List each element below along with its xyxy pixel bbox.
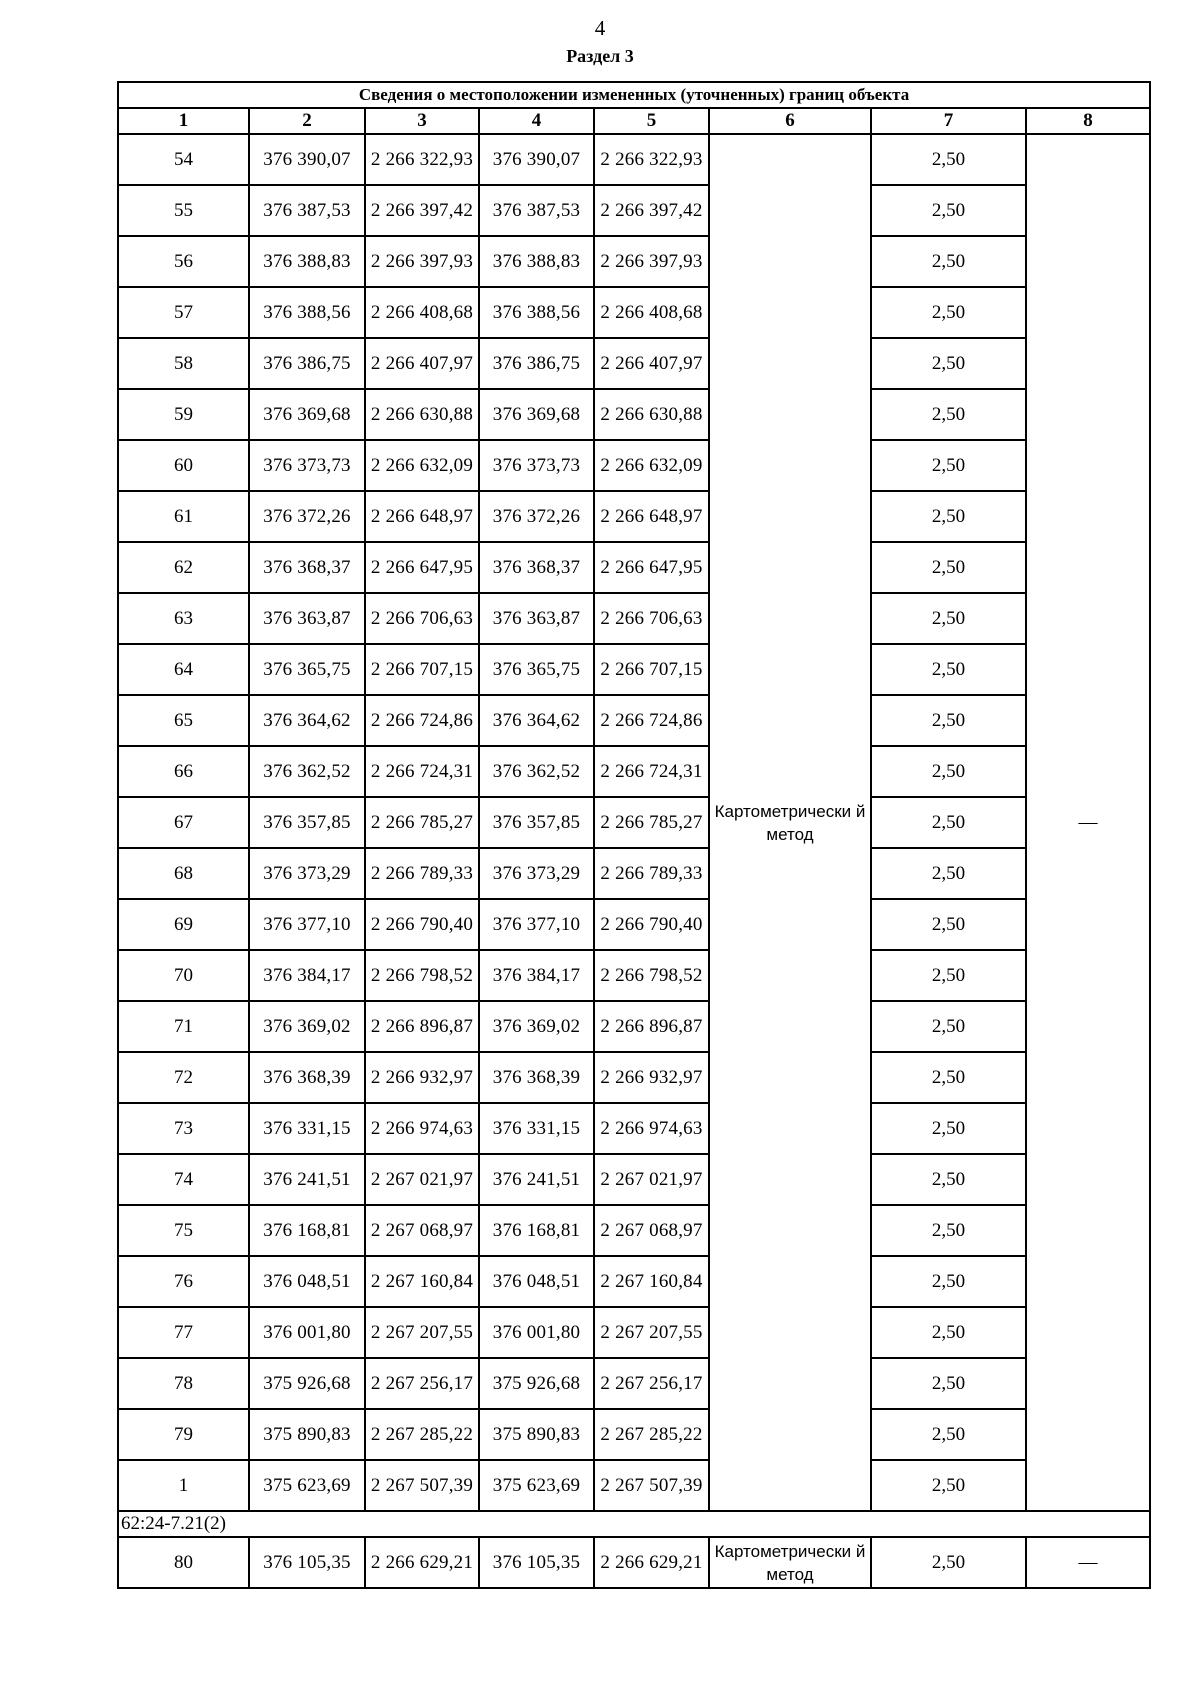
new-x: 376 369,02 (479, 1001, 594, 1052)
existing-x: 376 105,35 (249, 1537, 365, 1588)
existing-x: 376 388,83 (249, 236, 365, 287)
accuracy: 2,50 (871, 338, 1026, 389)
point-number: 71 (118, 1001, 249, 1052)
column-number-4: 4 (479, 108, 594, 134)
point-number: 63 (118, 593, 249, 644)
existing-y: 2 266 632,09 (365, 440, 479, 491)
table-row (118, 1001, 1150, 1052)
new-x: 376 390,07 (479, 134, 594, 185)
point-number: 61 (118, 491, 249, 542)
table-row (118, 848, 1150, 899)
point-number: 54 (118, 134, 249, 185)
point-number: 75 (118, 1205, 249, 1256)
new-y: 2 266 322,93 (594, 134, 709, 185)
group2-column-8: — (1026, 1537, 1150, 1588)
point-number: 58 (118, 338, 249, 389)
column-number-6: 6 (709, 108, 871, 134)
point-number: 69 (118, 899, 249, 950)
new-y: 2 267 021,97 (594, 1154, 709, 1205)
new-x: 376 001,80 (479, 1307, 594, 1358)
new-x: 375 623,69 (479, 1460, 594, 1511)
point-number: 74 (118, 1154, 249, 1205)
new-x: 376 373,73 (479, 440, 594, 491)
existing-y: 2 266 408,68 (365, 287, 479, 338)
new-x: 376 388,56 (479, 287, 594, 338)
new-x: 375 890,83 (479, 1409, 594, 1460)
point-number: 64 (118, 644, 249, 695)
new-y: 2 267 256,17 (594, 1358, 709, 1409)
new-y: 2 267 160,84 (594, 1256, 709, 1307)
point-number: 1 (118, 1460, 249, 1511)
point-number: 57 (118, 287, 249, 338)
table-row (118, 542, 1150, 593)
accuracy: 2,50 (871, 185, 1026, 236)
existing-x: 376 368,39 (249, 1052, 365, 1103)
table-row (118, 491, 1150, 542)
new-y: 2 266 408,68 (594, 287, 709, 338)
new-x: 376 372,26 (479, 491, 594, 542)
new-y: 2 266 896,87 (594, 1001, 709, 1052)
existing-x: 376 048,51 (249, 1256, 365, 1307)
table-row (118, 746, 1150, 797)
point-number: 66 (118, 746, 249, 797)
accuracy: 2,50 (871, 593, 1026, 644)
column-number-1: 1 (118, 108, 249, 134)
existing-y: 2 267 160,84 (365, 1256, 479, 1307)
existing-x: 376 373,73 (249, 440, 365, 491)
table-row (118, 1052, 1150, 1103)
existing-x: 376 357,85 (249, 797, 365, 848)
new-x: 376 168,81 (479, 1205, 594, 1256)
table-row (118, 338, 1150, 389)
table-row (118, 797, 1150, 848)
accuracy: 2,50 (871, 1103, 1026, 1154)
existing-y: 2 266 785,27 (365, 797, 479, 848)
point-number: 78 (118, 1358, 249, 1409)
table-caption: Сведения о местоположении измененных (уточненных) границ объекта (118, 82, 1150, 108)
new-y: 2 266 707,15 (594, 644, 709, 695)
new-y: 2 266 724,31 (594, 746, 709, 797)
existing-y: 2 266 630,88 (365, 389, 479, 440)
accuracy: 2,50 (871, 389, 1026, 440)
accuracy: 2,50 (871, 1154, 1026, 1205)
boundary-coordinates-table (117, 81, 1151, 1589)
existing-y: 2 266 322,93 (365, 134, 479, 185)
parcel-subheading: 62:24-7.21(2) (118, 1511, 1150, 1537)
accuracy: 2,50 (871, 1205, 1026, 1256)
new-y: 2 266 724,86 (594, 695, 709, 746)
new-x: 376 364,62 (479, 695, 594, 746)
new-y: 2 267 207,55 (594, 1307, 709, 1358)
existing-y: 2 267 207,55 (365, 1307, 479, 1358)
accuracy: 2,50 (871, 899, 1026, 950)
point-number: 56 (118, 236, 249, 287)
existing-x: 376 365,75 (249, 644, 365, 695)
accuracy: 2,50 (871, 746, 1026, 797)
accuracy: 2,50 (871, 1052, 1026, 1103)
existing-y: 2 267 256,17 (365, 1358, 479, 1409)
accuracy: 2,50 (871, 1358, 1026, 1409)
accuracy: 2,50 (871, 1001, 1026, 1052)
existing-y: 2 266 407,97 (365, 338, 479, 389)
accuracy: 2,50 (871, 848, 1026, 899)
new-x: 375 926,68 (479, 1358, 594, 1409)
new-y: 2 267 285,22 (594, 1409, 709, 1460)
table-row (118, 1409, 1150, 1460)
existing-x: 376 387,53 (249, 185, 365, 236)
new-x: 376 386,75 (479, 338, 594, 389)
existing-x: 376 168,81 (249, 1205, 365, 1256)
column-number-3: 3 (365, 108, 479, 134)
section-title: Раздел 3 (566, 46, 634, 66)
point-number: 59 (118, 389, 249, 440)
new-x: 376 387,53 (479, 185, 594, 236)
existing-y: 2 267 285,22 (365, 1409, 479, 1460)
point-number: 79 (118, 1409, 249, 1460)
point-number: 73 (118, 1103, 249, 1154)
existing-y: 2 266 932,97 (365, 1052, 479, 1103)
page-number: 4 (594, 16, 606, 40)
existing-x: 375 926,68 (249, 1358, 365, 1409)
new-y: 2 266 790,40 (594, 899, 709, 950)
existing-x: 376 373,29 (249, 848, 365, 899)
new-y: 2 266 397,93 (594, 236, 709, 287)
table-row (118, 185, 1150, 236)
existing-y: 2 267 021,97 (365, 1154, 479, 1205)
column-numbers-row (118, 108, 1150, 134)
point-number: 77 (118, 1307, 249, 1358)
existing-x: 376 369,02 (249, 1001, 365, 1052)
accuracy: 2,50 (871, 644, 1026, 695)
table-row (118, 1537, 1150, 1588)
new-y: 2 266 798,52 (594, 950, 709, 1001)
existing-y: 2 266 706,63 (365, 593, 479, 644)
point-number: 55 (118, 185, 249, 236)
new-x: 376 363,87 (479, 593, 594, 644)
existing-x: 376 368,37 (249, 542, 365, 593)
new-y: 2 267 507,39 (594, 1460, 709, 1511)
new-y: 2 266 974,63 (594, 1103, 709, 1154)
table-row (118, 236, 1150, 287)
accuracy: 2,50 (871, 695, 1026, 746)
accuracy: 2,50 (871, 1409, 1026, 1460)
new-x: 376 357,85 (479, 797, 594, 848)
accuracy: 2,50 (871, 1307, 1026, 1358)
new-y: 2 266 785,27 (594, 797, 709, 848)
new-x: 376 369,68 (479, 389, 594, 440)
point-number: 67 (118, 797, 249, 848)
new-y: 2 267 068,97 (594, 1205, 709, 1256)
new-x: 376 373,29 (479, 848, 594, 899)
existing-x: 376 386,75 (249, 338, 365, 389)
point-number: 60 (118, 440, 249, 491)
new-y: 2 266 632,09 (594, 440, 709, 491)
point-number: 62 (118, 542, 249, 593)
existing-x: 376 377,10 (249, 899, 365, 950)
new-x: 376 388,83 (479, 236, 594, 287)
new-x: 376 368,39 (479, 1052, 594, 1103)
existing-x: 375 623,69 (249, 1460, 365, 1511)
new-x: 376 368,37 (479, 542, 594, 593)
existing-x: 376 331,15 (249, 1103, 365, 1154)
new-x: 376 048,51 (479, 1256, 594, 1307)
existing-x: 375 890,83 (249, 1409, 365, 1460)
table-row (118, 1358, 1150, 1409)
group1-method: Картометрически й метод (709, 134, 871, 1511)
new-x: 376 365,75 (479, 644, 594, 695)
accuracy: 2,50 (871, 797, 1026, 848)
new-y: 2 266 407,97 (594, 338, 709, 389)
accuracy: 2,50 (871, 1256, 1026, 1307)
table-row (118, 287, 1150, 338)
table-row (118, 644, 1150, 695)
new-x: 376 105,35 (479, 1537, 594, 1588)
existing-x: 376 384,17 (249, 950, 365, 1001)
accuracy: 2,50 (871, 287, 1026, 338)
existing-y: 2 266 896,87 (365, 1001, 479, 1052)
table-row (118, 1205, 1150, 1256)
accuracy: 2,50 (871, 134, 1026, 185)
point-number: 70 (118, 950, 249, 1001)
group2-method: Картометрически й метод (709, 1537, 871, 1588)
existing-x: 376 390,07 (249, 134, 365, 185)
table-row (118, 1307, 1150, 1358)
point-number: 80 (118, 1537, 249, 1588)
table-row (118, 1256, 1150, 1307)
new-y: 2 266 647,95 (594, 542, 709, 593)
new-x: 376 331,15 (479, 1103, 594, 1154)
subheading-row (118, 1511, 1150, 1537)
existing-x: 376 362,52 (249, 746, 365, 797)
point-number: 76 (118, 1256, 249, 1307)
table-row (118, 950, 1150, 1001)
existing-y: 2 267 507,39 (365, 1460, 479, 1511)
existing-y: 2 266 629,21 (365, 1537, 479, 1588)
table-row (118, 1103, 1150, 1154)
existing-y: 2 266 974,63 (365, 1103, 479, 1154)
existing-y: 2 266 790,40 (365, 899, 479, 950)
new-y: 2 266 932,97 (594, 1052, 709, 1103)
new-y: 2 266 706,63 (594, 593, 709, 644)
table-row (118, 593, 1150, 644)
point-number: 72 (118, 1052, 249, 1103)
new-x: 376 384,17 (479, 950, 594, 1001)
existing-y: 2 266 397,42 (365, 185, 479, 236)
existing-y: 2 266 724,31 (365, 746, 479, 797)
existing-y: 2 267 068,97 (365, 1205, 479, 1256)
new-y: 2 266 630,88 (594, 389, 709, 440)
existing-x: 376 369,68 (249, 389, 365, 440)
existing-y: 2 266 647,95 (365, 542, 479, 593)
existing-x: 376 363,87 (249, 593, 365, 644)
new-y: 2 266 648,97 (594, 491, 709, 542)
column-number-7: 7 (871, 108, 1026, 134)
new-x: 376 377,10 (479, 899, 594, 950)
accuracy: 2,50 (871, 440, 1026, 491)
new-y: 2 266 629,21 (594, 1537, 709, 1588)
existing-y: 2 266 397,93 (365, 236, 479, 287)
table-row (118, 899, 1150, 950)
group1-column-8: — (1026, 134, 1150, 1511)
existing-y: 2 266 724,86 (365, 695, 479, 746)
new-y: 2 266 397,42 (594, 185, 709, 236)
existing-x: 376 364,62 (249, 695, 365, 746)
table-row (118, 440, 1150, 491)
column-number-8: 8 (1026, 108, 1150, 134)
existing-x: 376 372,26 (249, 491, 365, 542)
table-row (118, 1460, 1150, 1511)
accuracy: 2,50 (871, 542, 1026, 593)
existing-y: 2 266 789,33 (365, 848, 479, 899)
table-row (118, 695, 1150, 746)
accuracy: 2,50 (871, 236, 1026, 287)
point-number: 65 (118, 695, 249, 746)
existing-y: 2 266 707,15 (365, 644, 479, 695)
table-row (118, 1154, 1150, 1205)
existing-x: 376 241,51 (249, 1154, 365, 1205)
table-row (118, 134, 1150, 185)
accuracy: 2,50 (871, 491, 1026, 542)
existing-y: 2 266 798,52 (365, 950, 479, 1001)
existing-x: 376 388,56 (249, 287, 365, 338)
column-number-2: 2 (249, 108, 365, 134)
existing-y: 2 266 648,97 (365, 491, 479, 542)
table-row (118, 389, 1150, 440)
accuracy: 2,50 (871, 1460, 1026, 1511)
new-x: 376 362,52 (479, 746, 594, 797)
new-y: 2 266 789,33 (594, 848, 709, 899)
new-x: 376 241,51 (479, 1154, 594, 1205)
accuracy: 2,50 (871, 1537, 1026, 1588)
accuracy: 2,50 (871, 950, 1026, 1001)
existing-x: 376 001,80 (249, 1307, 365, 1358)
column-number-5: 5 (594, 108, 709, 134)
point-number: 68 (118, 848, 249, 899)
